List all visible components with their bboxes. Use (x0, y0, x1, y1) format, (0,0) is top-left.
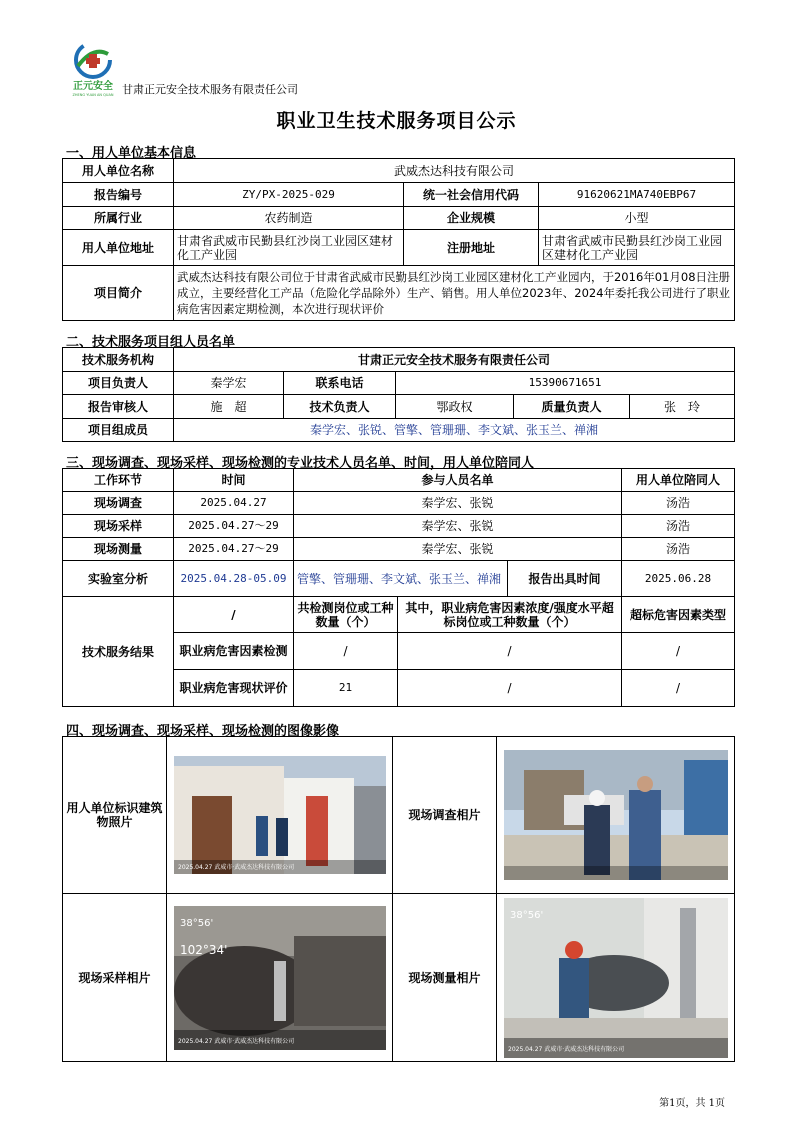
escort: 汤浩 (622, 515, 735, 538)
report-no-label: 报告编号 (63, 183, 174, 207)
result-col1: 共检测岗位或工种数量（个） (294, 597, 398, 633)
tech: 鄂政权 (396, 395, 514, 419)
photo-table (62, 736, 735, 1062)
section3-heading: 三、现场调查、现场采样、现场检测的专业技术人员名单、时间，用人单位陪同人 (66, 456, 535, 471)
page-number: 第1页，共 1页 (659, 1098, 725, 1109)
photo4-cell (497, 894, 735, 1062)
lab-staff: 管擎、管珊珊、李文斌、张玉兰、禅湘 (294, 561, 508, 597)
photo-sampling (174, 906, 386, 1050)
onsite-table (62, 468, 735, 707)
industry: 农药制造 (174, 207, 404, 230)
photo-measurement (504, 898, 728, 1058)
photo4-label: 现场测量相片 (393, 894, 497, 1062)
org-label: 技术服务机构 (63, 348, 174, 372)
result-slash: / (174, 597, 294, 633)
phone-label: 联系电话 (284, 372, 396, 395)
quality: 张 玲 (630, 395, 735, 419)
scale: 小型 (539, 207, 735, 230)
photo-survey (504, 750, 728, 880)
result-label: 技术服务结果 (63, 597, 174, 707)
lab-label: 实验室分析 (63, 561, 174, 597)
logo-subtext: ZHENG YUAN AN QUAN (72, 93, 114, 97)
team-table (62, 347, 735, 442)
svg-text:38°56': 38°56' (179, 917, 213, 929)
eval-v3: / (622, 670, 735, 707)
eval-v1: 21 (294, 670, 398, 707)
scale-label: 企业规模 (404, 207, 539, 230)
section4-heading: 四、现场调查、现场采样、现场检测的图像影像 (66, 724, 340, 739)
report-no: ZY/PX-2025-029 (174, 183, 404, 207)
phone: 15390671651 (396, 372, 735, 395)
reviewer: 施 超 (174, 395, 284, 419)
report-date: 2025.06.28 (622, 561, 735, 597)
photo1-cell (167, 737, 393, 894)
members: 秦学宏、张锐、管擎、管珊珊、李文斌、张玉兰、禅湘 (174, 419, 735, 442)
photo4-stamp: 2025.04.27 武威市·武威杰达科技有限公司 (507, 1045, 624, 1053)
section1-heading: 一、用人单位基本信息 (66, 146, 197, 161)
unit-name-label: 用人单位名称 (63, 159, 174, 183)
quality-label: 质量负责人 (514, 395, 630, 419)
staff: 秦学宏、张锐 (294, 538, 622, 561)
reg-address-label: 注册地址 (404, 230, 539, 266)
address: 甘肃省武威市民勤县红沙岗工业园区建材化工产业园 (174, 230, 404, 266)
result-col2: 其中，职业病危害因素浓度/强度水平超标岗位或工种数量（个） (398, 597, 622, 633)
time: 2025.04.27 (174, 492, 294, 515)
col-time: 时间 (174, 469, 294, 492)
detect-v2: / (398, 633, 622, 670)
photo3-label: 现场采样相片 (63, 894, 167, 1062)
time: 2025.04.27～29 (174, 538, 294, 561)
col-stage: 工作环节 (63, 469, 174, 492)
photo-building (174, 756, 386, 874)
detect-label: 职业病危害因素检测 (174, 633, 294, 670)
escort: 汤浩 (622, 538, 735, 561)
photo1-stamp: 2025.04.27 武威市·武威杰达科技有限公司 (177, 864, 294, 871)
stage: 现场调查 (63, 492, 174, 515)
detect-v1: / (294, 633, 398, 670)
time: 2025.04.27～29 (174, 515, 294, 538)
logo-text: 正元安全 (73, 81, 113, 92)
escort: 汤浩 (622, 492, 735, 515)
reviewer-label: 报告审核人 (63, 395, 174, 419)
intro: 武威杰达科技有限公司位于甘肃省武威市民勤县红沙岗工业园区建材化工产业园内，于2016年01月08日注册成立，主要经营化工产品（危险化学品除外）生产、销售。用人单位2023年、2024年委托我公司进行了职业病危害因素定期检测，本次进行现状评价 (174, 266, 735, 321)
reg-address: 甘肃省武威市民勤县红沙岗工业园区建材化工产业园 (539, 230, 735, 266)
photo2-cell (497, 737, 735, 894)
col-escort: 用人单位陪同人 (622, 469, 735, 492)
credit-code: 91620621MA740EBP67 (539, 183, 735, 207)
photo2-label: 现场调查相片 (393, 737, 497, 894)
leader-label: 项目负责人 (63, 372, 174, 395)
photo3-stamp: 2025.04.27 武威市·武威杰达科技有限公司 (177, 1037, 294, 1045)
unit-name: 武威杰达科技有限公司 (174, 159, 735, 183)
svg-text:102°34': 102°34' (179, 942, 227, 957)
detect-v3: / (622, 633, 735, 670)
table-row (63, 492, 735, 515)
result-col3: 超标危害因素类型 (622, 597, 735, 633)
stage: 现场测量 (63, 538, 174, 561)
table-row (63, 538, 735, 561)
staff: 秦学宏、张锐 (294, 515, 622, 538)
members-label: 项目组成员 (63, 419, 174, 442)
industry-label: 所属行业 (63, 207, 174, 230)
section2-heading: 二、技术服务项目组人员名单 (66, 335, 236, 350)
intro-label: 项目简介 (63, 266, 174, 321)
company-name: 甘肃正元安全技术服务有限责任公司 (122, 83, 298, 96)
address-label: 用人单位地址 (63, 230, 174, 266)
tech-label: 技术负责人 (284, 395, 396, 419)
svg-text:38°56': 38°56' (509, 909, 543, 921)
lab-time: 2025.04.28-05.09 (174, 561, 294, 597)
eval-label: 职业病危害现状评价 (174, 670, 294, 707)
photo1-label: 用人单位标识建筑物照片 (63, 737, 167, 894)
basic-info-table (62, 158, 735, 321)
org: 甘肃正元安全技术服务有限责任公司 (174, 348, 735, 372)
leader: 秦学宏 (174, 372, 284, 395)
stage: 现场采样 (63, 515, 174, 538)
report-date-label: 报告出具时间 (508, 561, 622, 597)
credit-code-label: 统一社会信用代码 (404, 183, 539, 207)
table-row (63, 515, 735, 538)
photo3-cell (167, 894, 393, 1062)
staff: 秦学宏、张锐 (294, 492, 622, 515)
eval-v2: / (398, 670, 622, 707)
col-staff: 参与人员名单 (294, 469, 622, 492)
company-logo-icon (68, 38, 118, 98)
page-title: 职业卫生技术服务项目公示 (276, 110, 517, 132)
